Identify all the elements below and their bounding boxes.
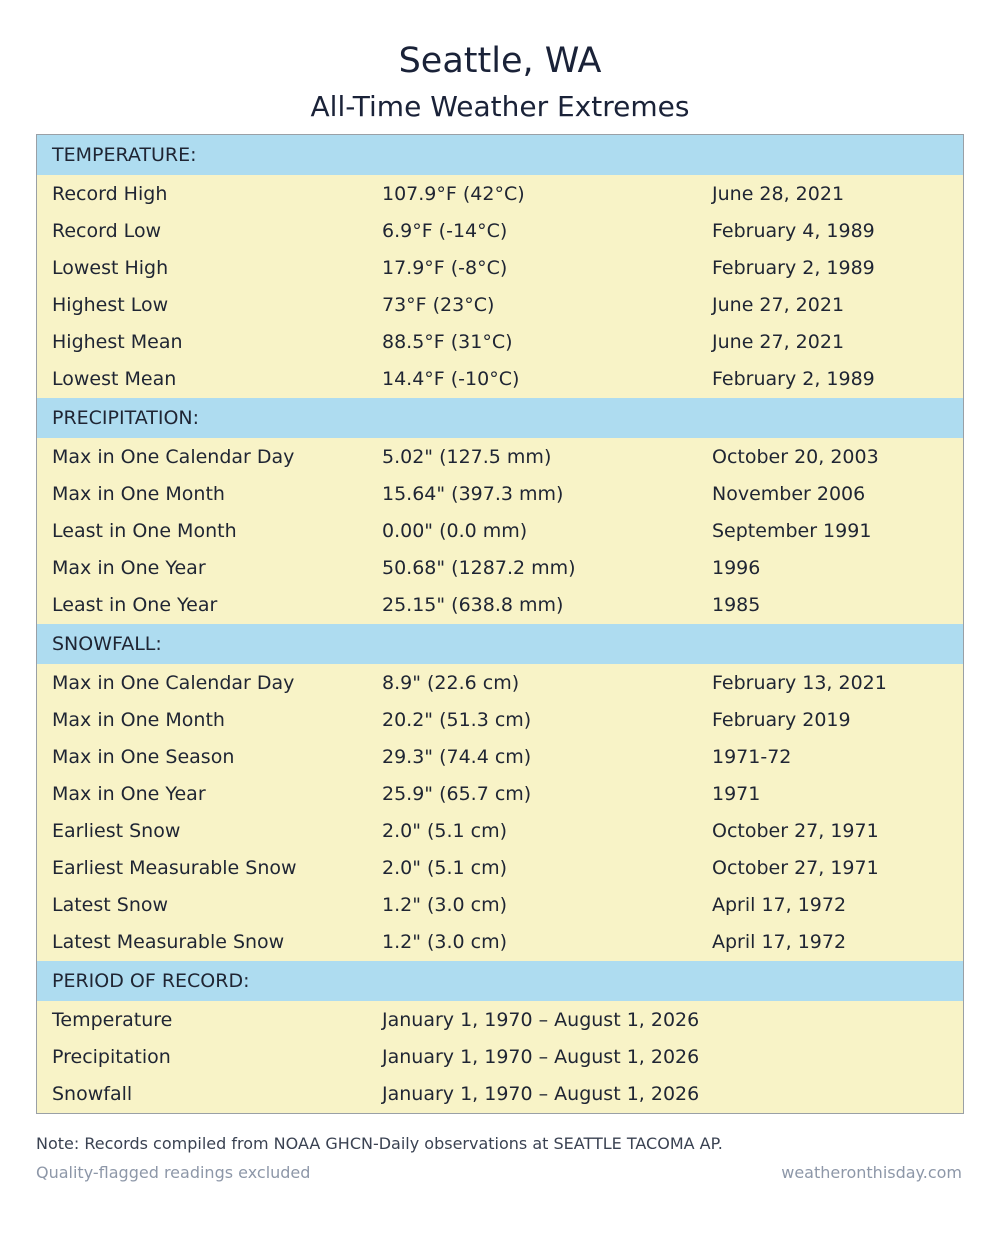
table-row: [37, 587, 963, 624]
record-label: Max in One Season: [52, 746, 235, 768]
table-row: [37, 287, 963, 324]
record-value: 0.00" (0.0 mm): [382, 520, 528, 542]
section-header-period-of-record: PERIOD OF RECORD:: [37, 961, 963, 1001]
table-row: [37, 776, 963, 813]
quality-note: Quality-flagged readings excluded: [36, 1163, 311, 1182]
record-label: Record Low: [52, 220, 162, 242]
record-date: February 13, 2021: [712, 672, 887, 694]
record-value: January 1, 1970 – August 1, 2026: [382, 1009, 700, 1031]
record-date: February 2019: [712, 709, 851, 731]
record-date: November 2006: [712, 483, 866, 505]
table-row: [37, 361, 963, 398]
record-label: Highest Low: [52, 294, 169, 316]
record-date: 1971: [712, 783, 761, 805]
record-label: Snowfall: [52, 1083, 133, 1105]
record-date: April 17, 1972: [712, 894, 847, 916]
record-value: 25.15" (638.8 mm): [382, 594, 564, 616]
record-label: Highest Mean: [52, 331, 183, 353]
record-label: Max in One Year: [52, 783, 206, 805]
record-label: Max in One Year: [52, 557, 206, 579]
footnote: Note: Records compiled from NOAA GHCN-Daily observations at SEATTLE TACOMA AP.: [36, 1134, 723, 1153]
table-row: [37, 665, 963, 702]
record-date: October 27, 1971: [712, 857, 879, 879]
record-label: Least in One Year: [52, 594, 218, 616]
record-label: Lowest Mean: [52, 368, 177, 390]
record-value: 29.3" (74.4 cm): [382, 746, 532, 768]
record-date: 1985: [712, 594, 761, 616]
page-title: Seattle, WA: [398, 41, 602, 81]
record-date: February 2, 1989: [712, 257, 875, 279]
record-label: Earliest Measurable Snow: [52, 857, 297, 879]
record-value: 2.0" (5.1 cm): [382, 857, 508, 879]
extremes-table: [36, 134, 964, 1114]
table-row: [37, 924, 963, 961]
record-label: Max in One Calendar Day: [52, 446, 295, 468]
table-row: [37, 250, 963, 287]
record-value: 2.0" (5.1 cm): [382, 820, 508, 842]
table-row: [37, 850, 963, 887]
record-label: Least in One Month: [52, 520, 237, 542]
record-date: June 28, 2021: [712, 183, 845, 205]
table-row: [37, 213, 963, 250]
table-row: [37, 739, 963, 776]
record-date: April 17, 1972: [712, 931, 847, 953]
record-value: 17.9°F (-8°C): [382, 257, 508, 279]
table-row: [37, 1002, 963, 1039]
record-value: 20.2" (51.3 cm): [382, 709, 532, 731]
record-value: 88.5°F (31°C): [382, 331, 513, 353]
record-value: 6.9°F (-14°C): [382, 220, 508, 242]
table-row: [37, 702, 963, 739]
section-header-temperature: TEMPERATURE:: [37, 135, 963, 175]
table-row: [37, 887, 963, 924]
table-row: [37, 550, 963, 587]
record-date: October 20, 2003: [712, 446, 879, 468]
record-value: 5.02" (127.5 mm): [382, 446, 552, 468]
section-header-snowfall: SNOWFALL:: [37, 624, 963, 664]
section-header-precipitation: PRECIPITATION:: [37, 398, 963, 438]
record-value: 1.2" (3.0 cm): [382, 931, 508, 953]
record-value: 73°F (23°C): [382, 294, 495, 316]
record-label: Max in One Month: [52, 709, 225, 731]
record-value: 1.2" (3.0 cm): [382, 894, 508, 916]
record-value: 15.64" (397.3 mm): [382, 483, 564, 505]
table-row: [37, 476, 963, 513]
table-row: [37, 513, 963, 550]
record-value: 107.9°F (42°C): [382, 183, 525, 205]
record-label: Max in One Month: [52, 483, 225, 505]
record-date: 1971-72: [712, 746, 792, 768]
record-date: September 1991: [712, 520, 872, 542]
record-label: Temperature: [52, 1009, 173, 1031]
table-row: [37, 1076, 963, 1113]
record-label: Record High: [52, 183, 168, 205]
record-label: Lowest High: [52, 257, 169, 279]
table-row: [37, 1039, 963, 1076]
record-value: 14.4°F (-10°C): [382, 368, 520, 390]
table-row: [37, 324, 963, 361]
record-value: 8.9" (22.6 cm): [382, 672, 520, 694]
record-label: Latest Measurable Snow: [52, 931, 285, 953]
record-value: 25.9" (65.7 cm): [382, 783, 532, 805]
record-value: January 1, 1970 – August 1, 2026: [382, 1083, 700, 1105]
record-date: October 27, 1971: [712, 820, 879, 842]
record-date: February 2, 1989: [712, 368, 875, 390]
record-date: June 27, 2021: [712, 294, 845, 316]
source-credit: weatheronthisday.com: [781, 1163, 962, 1182]
table-row: [37, 813, 963, 850]
record-label: Max in One Calendar Day: [52, 672, 295, 694]
record-date: February 4, 1989: [712, 220, 875, 242]
table-row: [37, 176, 963, 213]
record-value: 50.68" (1287.2 mm): [382, 557, 576, 579]
record-date: June 27, 2021: [712, 331, 845, 353]
record-value: January 1, 1970 – August 1, 2026: [382, 1046, 700, 1068]
table-row: [37, 439, 963, 476]
record-label: Earliest Snow: [52, 820, 181, 842]
record-label: Precipitation: [52, 1046, 171, 1068]
record-label: Latest Snow: [52, 894, 169, 916]
page-subtitle: All-Time Weather Extremes: [310, 90, 690, 123]
record-date: 1996: [712, 557, 761, 579]
